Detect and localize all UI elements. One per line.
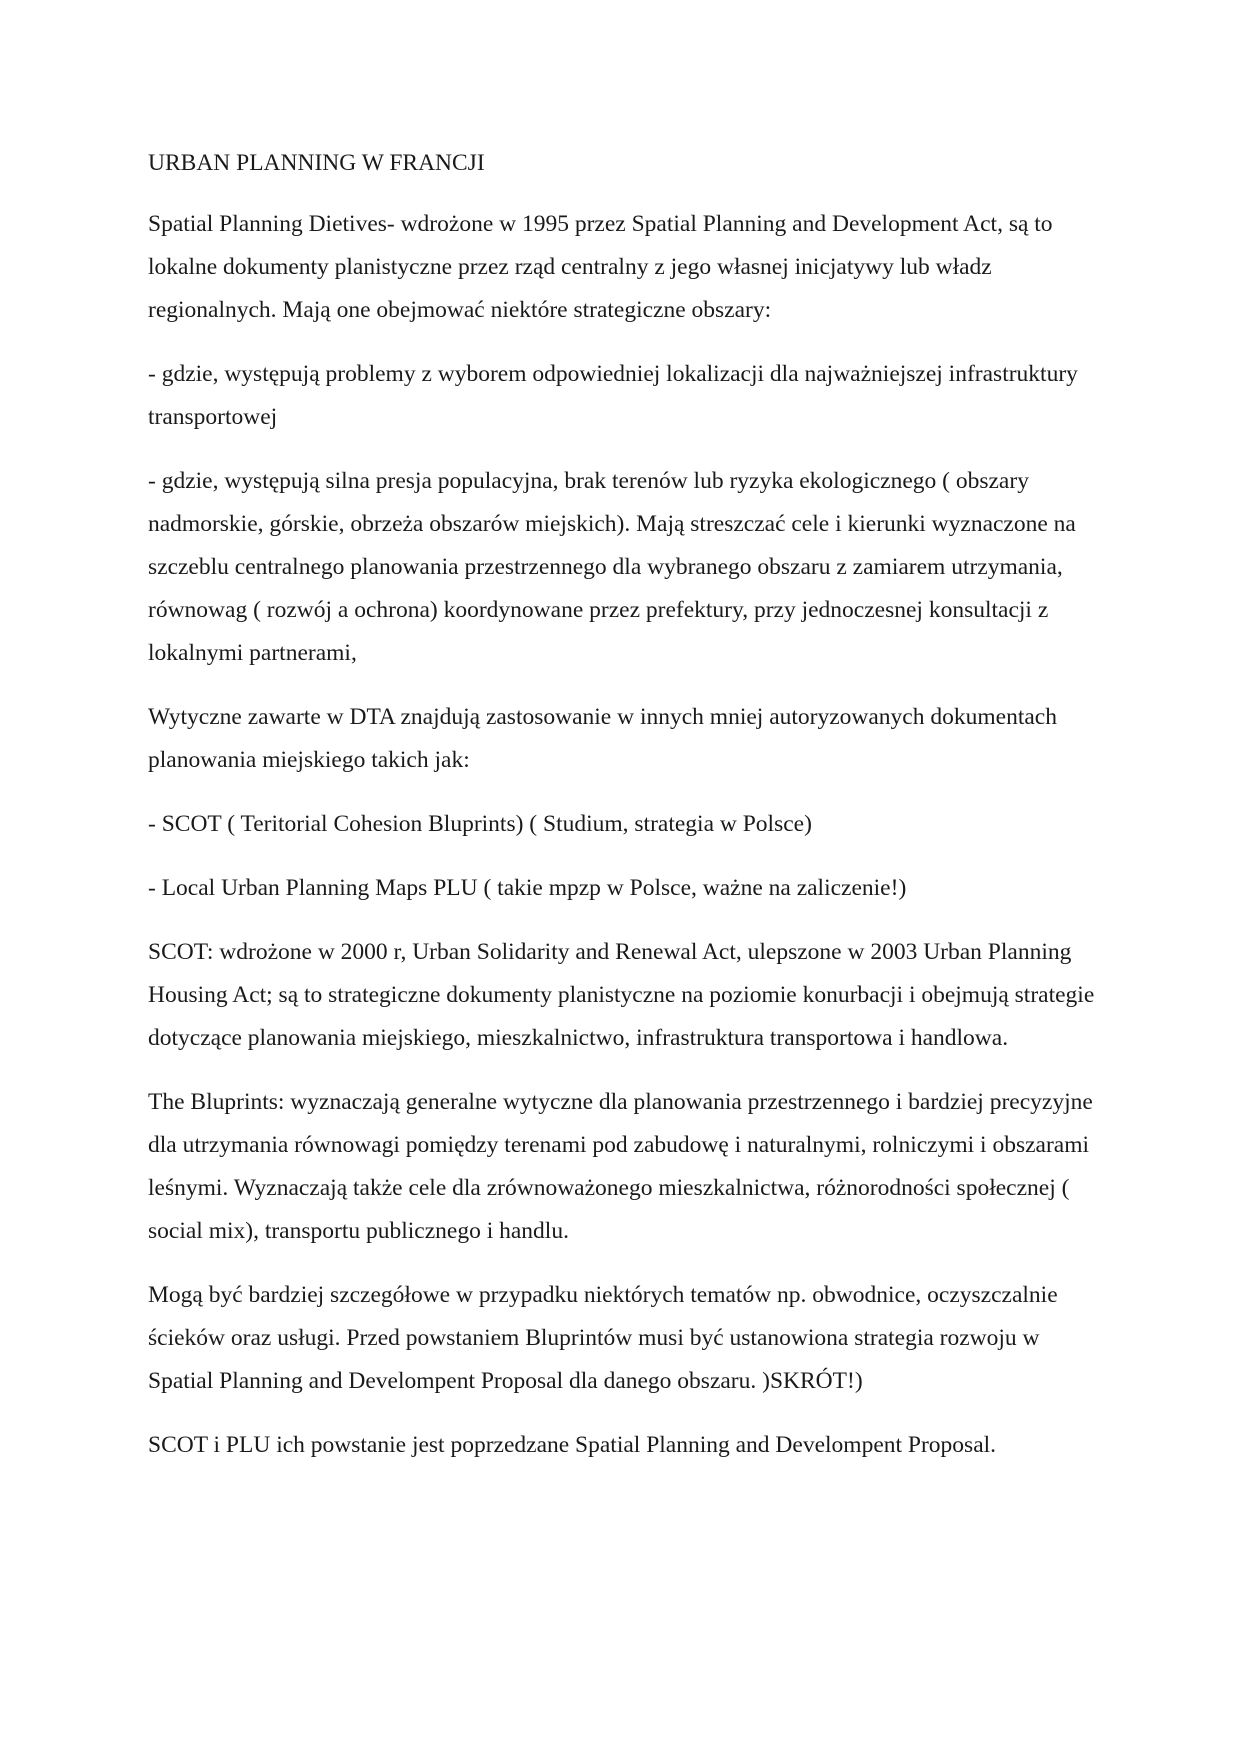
paragraph-spatial-planning-directives: Spatial Planning Dietives- wdrożone w 1995 przez Spatial Planning and Development Act, są to lokalne dokumenty planistyczne przez rząd centralny z jego własnej inicjatywy lub władz regionalnych. Mają one obejmować niektóre strategiczne obszary: bbox=[148, 211, 1053, 323]
paragraph-scot-item: - SCOT ( Teritorial Cohesion Bluprints) ( Studium, strategia w Polsce) bbox=[148, 811, 812, 837]
document-body bbox=[148, 142, 1098, 1488]
paragraph-transport-infrastructure: - gdzie, występują problemy z wyborem odpowiedniej lokalizacji dla najważniejszej infrastruktury transportowej bbox=[148, 361, 1078, 430]
paragraph-detailed-topics: Mogą być bardziej szczegółowe w przypadku niektórych tematów np. obwodnice, oczyszczalnie ścieków oraz usługi. Przed powstaniem Bluprintów musi być ustanowiona strategia rozwoju w Spatial Planning and Develompent Proposal dla danego obszaru. )SKRÓT!) bbox=[148, 1282, 1058, 1394]
paragraph-scot-definition: SCOT: wdrożone w 2000 r, Urban Solidarity and Renewal Act, ulepszone w 2003 Urban Planning Housing Act; są to strategiczne dokumenty planistyczne na poziomie konurbacji i obejmują strategie dotyczące planowania miejskiego, mieszkalnictwo, infrastruktura transportowa i handlowa. bbox=[148, 939, 1095, 1051]
paragraph-bluprints: The Bluprints: wyznaczają generalne wytyczne dla planowania przestrzennego i bardziej precyzyjne dla utrzymania równowagi pomiędzy terenami pod zabudowę i naturalnymi, rolniczymi i obszarami leśnymi. Wyznaczają także cele dla zrównoważonego mieszkalnictwa, różnorodności społecznej ( social mix), transportu publicznego i handlu. bbox=[148, 1089, 1093, 1244]
paragraph-scot-plu-proposal: SCOT i PLU ich powstanie jest poprzedzane Spatial Planning and Develompent Proposal. bbox=[148, 1432, 997, 1458]
paragraph-population-pressure: - gdzie, występują silna presja populacyjna, brak terenów lub ryzyka ekologicznego ( obszary nadmorskie, górskie, obrzeża obszarów miejskich). Mają streszczać cele i kierunki wyznaczone na szczeblu centralnego planowania przestrzennego dla wybranego obszaru z zamiarem utrzymania, równowag ( rozwój a ochrona) koordynowane przez prefektury, przy jednoczesnej konsultacji z lokalnymi partnerami, bbox=[148, 468, 1076, 666]
paragraph-plu-item: - Local Urban Planning Maps PLU ( takie mpzp w Polsce, ważne na zaliczenie!) bbox=[148, 875, 907, 901]
document-title: URBAN PLANNING W FRANCJI bbox=[148, 150, 485, 176]
paragraph-dta-guidelines: Wytyczne zawarte w DTA znajdują zastosowanie w innych mniej autoryzowanych dokumentach planowania miejskiego takich jak: bbox=[148, 704, 1057, 773]
